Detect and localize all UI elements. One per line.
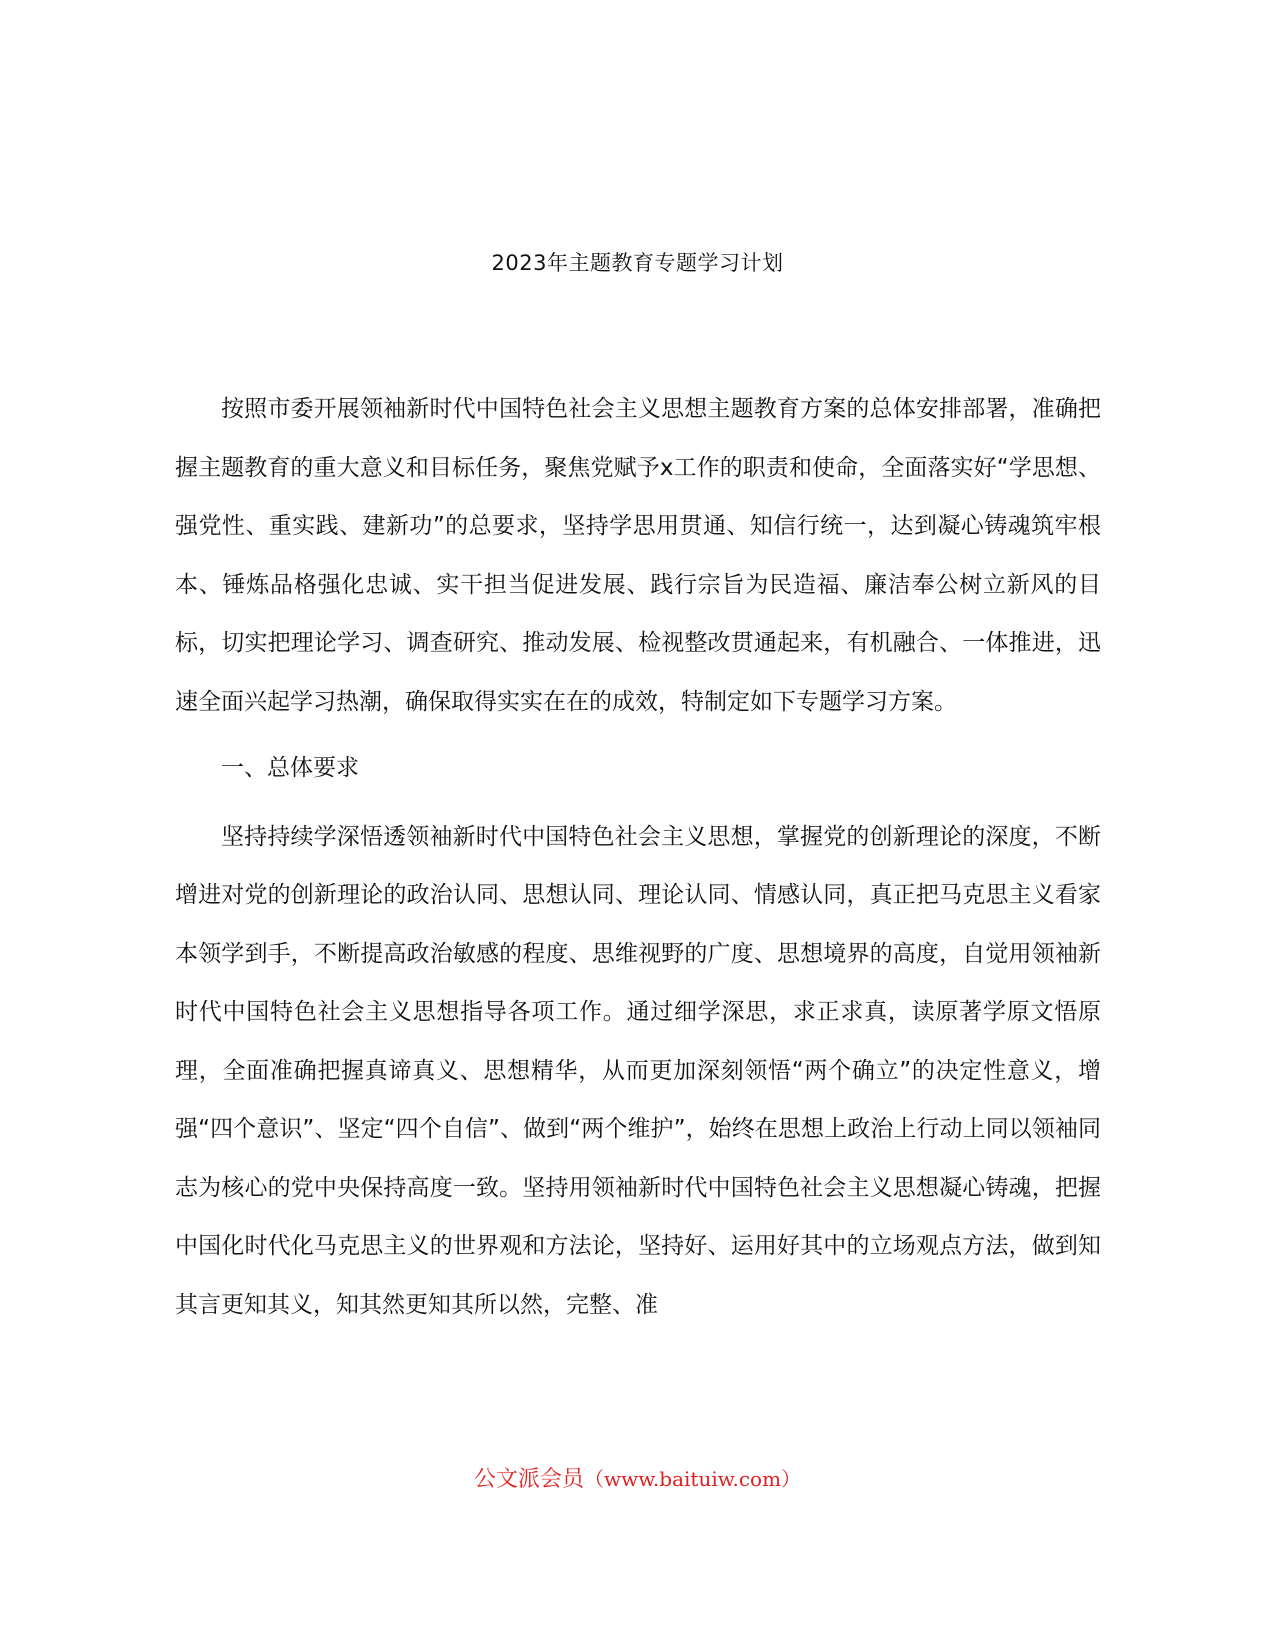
intro-paragraph: 按照市委开展领袖新时代中国特色社会主义思想主题教育方案的总体安排部署，准确把握主题教育的重大意义和目标任务，聚焦党赋予x工作的职责和使命，全面落实好“学思想、强党性、重实践、建新功”的总要求，坚持学思用贯通、知信行统一，达到凝心铸魂筑牢根本、锤炼品格强化忠诚、实干担当促进发展、践行宗旨为民造福、廉洁奉公树立新风的目标，切实把理论学习、调查研究、推动发展、检视整改贯通起来，有机融合、一体推进，迅速全面兴起学习热潮，确保取得实实在在的成效，特制定如下专题学习方案。 — [175, 396, 1101, 715]
body-paragraph: 坚持持续学深悟透领袖新时代中国特色社会主义思想，掌握党的创新理论的深度，不断增进对党的创新理论的政治认同、思想认同、理论认同、情感认同，真正把马克思主义看家本领学到手，不断提高政治敏感的程度、思维视野的广度、思想境界的高度，自觉用领袖新时代中国特色社会主义思想指导各项工作。通过细学深思，求正求真，读原著学原文悟原理，全面准确把握真谛真义、思想精华，从而更加深刻领悟“两个确立”的决定性意义，增强“四个意识”、坚定“四个自信”、做到“两个维护”，始终在思想上政治上行动上同以领袖同志为核心的党中央保持高度一致。坚持用领袖新时代中国特色社会主义思想凝心铸魂，把握中国化时代化马克思主义的世界观和方法论，坚持好、运用好其中的立场观点方法，做到知其言更知其义，知其然更知其所以然，完整、准 — [175, 823, 1101, 1318]
section-heading: 一、总体要求 — [221, 755, 359, 781]
footer-brand: 公文派会员 — [473, 1467, 584, 1492]
footer-watermark — [0, 1463, 1275, 1496]
document-title: 2023年主题教育专题学习计划 — [491, 251, 784, 275]
document-body — [175, 380, 1101, 1342]
footer-url[interactable]: （www.baituiw.com） — [583, 1467, 802, 1491]
